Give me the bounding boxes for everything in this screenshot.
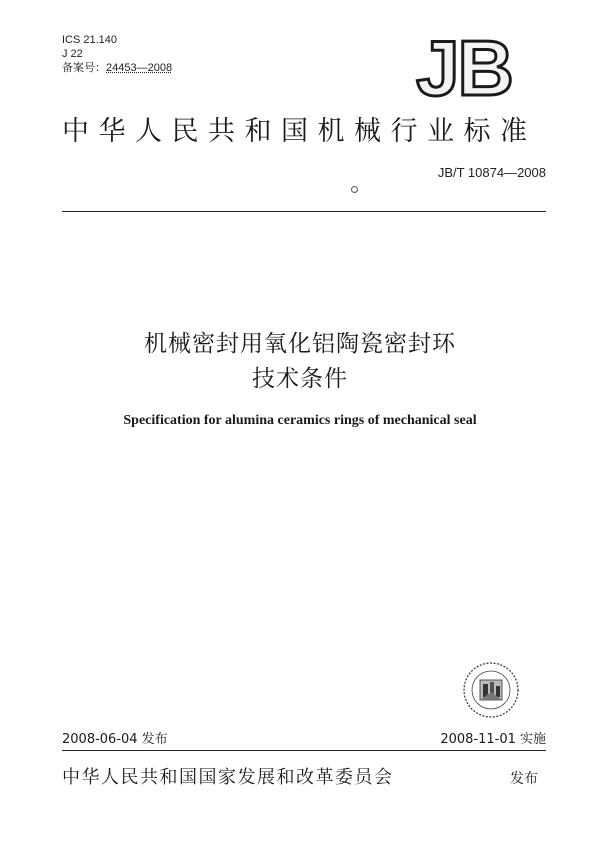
top-rule xyxy=(62,211,546,212)
implementation-date: 2008-11-01 实施 xyxy=(440,732,546,747)
issue-date: 2008-06-04 发布 xyxy=(62,732,168,747)
issue-label: 发布 xyxy=(510,771,538,787)
document-title-cn-line2: 技术条件 xyxy=(252,366,348,392)
jb-logo: JB xyxy=(416,24,512,112)
publisher-emblem xyxy=(461,660,521,720)
dot-mark xyxy=(351,186,358,193)
bottom-rule xyxy=(62,750,546,751)
classification-code: J 22 xyxy=(62,48,83,60)
record-label: 备案号： xyxy=(62,62,106,74)
ics-code: ICS 21.140 xyxy=(62,34,118,46)
standard-code: JB/T 10874—2008 xyxy=(437,165,546,180)
record-number xyxy=(62,61,172,75)
document-title-en: Specification for alumina ceramics rings of mechanical seal xyxy=(123,413,477,428)
standard-title: 中华人民共和国机械行业标准 xyxy=(62,116,537,147)
record-number-value: 24453—2008 xyxy=(106,62,173,74)
issuing-authority: 中华人民共和国国家发展和改革委员会 xyxy=(62,767,394,788)
document-title-cn-line1: 机械密封用氧化铝陶瓷密封环 xyxy=(144,331,456,357)
